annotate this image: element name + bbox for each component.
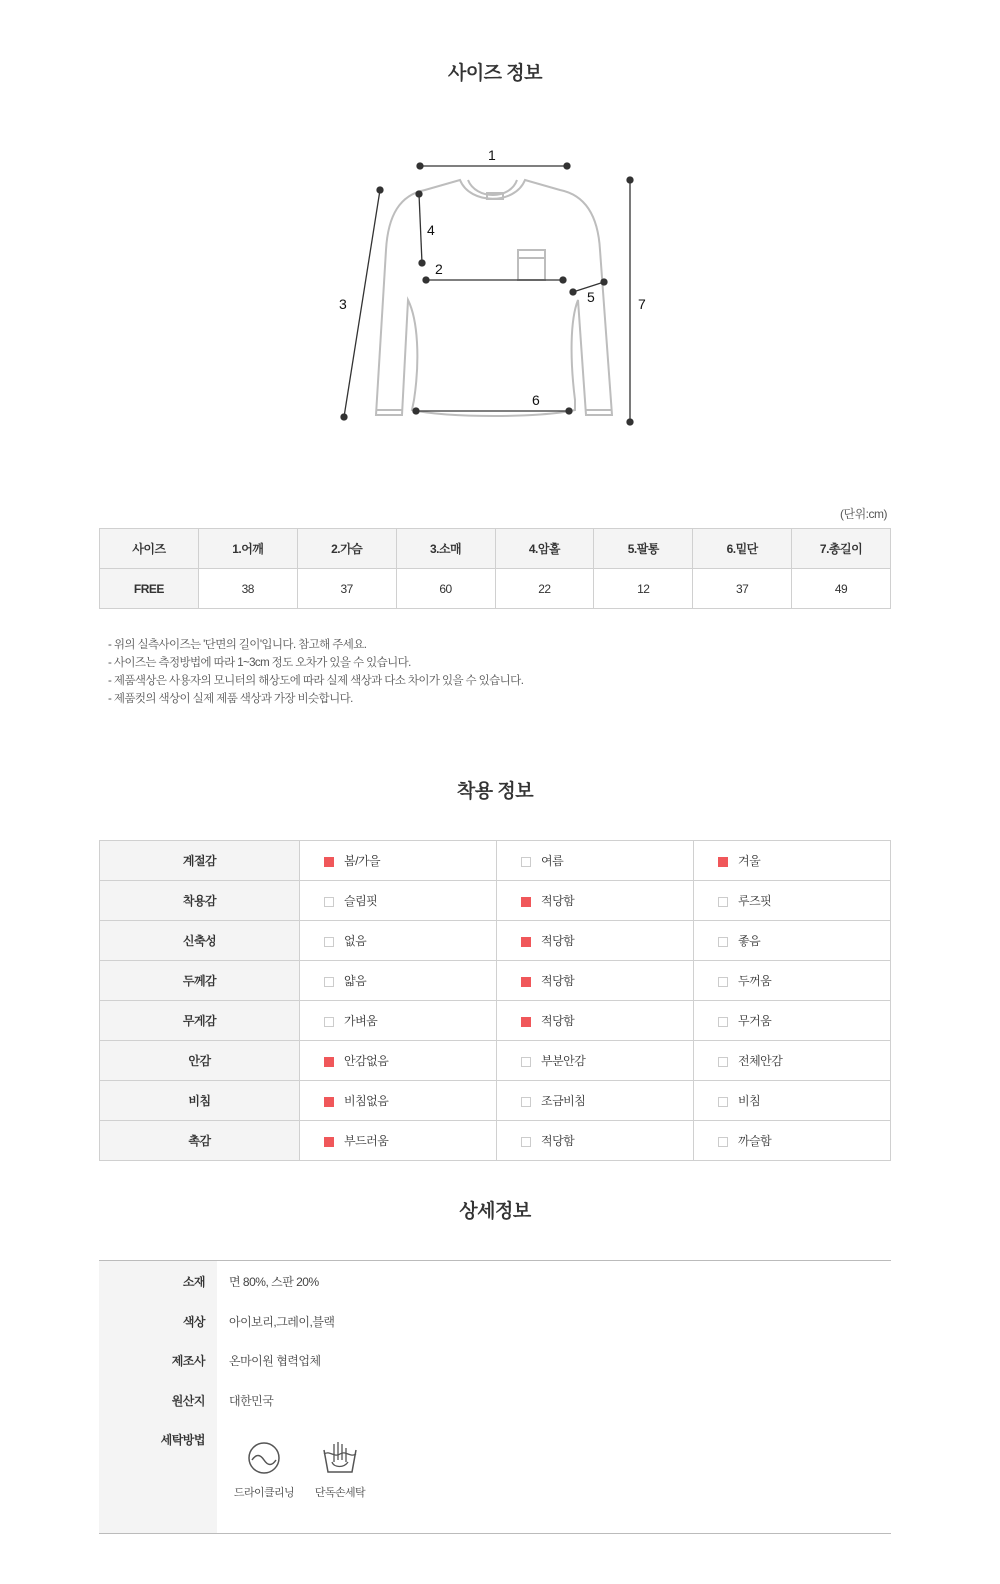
detail-label: 세탁방법 (160, 1433, 205, 1447)
wear-option (300, 881, 497, 921)
wear-row-label: 신축성 (100, 921, 300, 961)
header-cell: 7.총길이 (792, 529, 891, 569)
detail-row (99, 1313, 891, 1333)
wear-option-label: 적당함 (541, 894, 575, 908)
hand-wash-icon (320, 1440, 360, 1476)
wear-option (694, 841, 891, 881)
wear-option (694, 881, 891, 921)
wear-row (100, 841, 891, 881)
detail-value: 온마이원 협력업체 (229, 1354, 321, 1368)
size-info-title: 사이즈 정보 (447, 63, 543, 84)
diagram-label: 6 (532, 392, 540, 408)
table-cell: 22 (495, 569, 594, 609)
size-table (99, 528, 891, 609)
table-cell: 60 (396, 569, 495, 609)
detail-info-title: 상세정보 (459, 1201, 531, 1222)
checked-box-icon (324, 1057, 334, 1067)
wear-option-label: 적당함 (541, 1014, 575, 1028)
wear-option-label: 좋음 (738, 934, 761, 948)
wear-row (100, 1081, 891, 1121)
unchecked-box-icon (718, 1137, 728, 1147)
header-cell: 2.가슴 (297, 529, 396, 569)
checked-box-icon (718, 857, 728, 867)
unchecked-box-icon (324, 1017, 334, 1027)
unchecked-box-icon (324, 897, 334, 907)
wear-option-label: 봄/가을 (344, 854, 381, 868)
wear-option (497, 1121, 694, 1161)
wear-row (100, 961, 891, 1001)
unchecked-box-icon (718, 937, 728, 947)
size-table-header (100, 529, 891, 569)
wear-option (300, 1001, 497, 1041)
wear-row (100, 1121, 891, 1161)
wear-option (694, 1121, 891, 1161)
wear-row (100, 881, 891, 921)
checked-box-icon (521, 1017, 531, 1027)
note-line: - 제품컷의 색상이 실제 제품 색상과 가장 비슷합니다. (108, 693, 353, 705)
table-cell: 49 (792, 569, 891, 609)
table-row (100, 569, 891, 609)
unchecked-box-icon (521, 857, 531, 867)
diagram-label: 7 (638, 296, 646, 312)
wear-row-label: 안감 (100, 1041, 300, 1081)
wear-row-label: 계절감 (100, 841, 300, 881)
wear-row (100, 1041, 891, 1081)
table-cell: 37 (693, 569, 792, 609)
wear-option (497, 881, 694, 921)
header-cell: 사이즈 (100, 529, 199, 569)
diagram-label: 4 (427, 222, 435, 238)
wear-info-title: 착용 정보 (456, 781, 534, 802)
wear-option (694, 921, 891, 961)
wear-option-label: 두꺼움 (738, 974, 772, 988)
note-line: - 제품색상은 사용자의 모니터의 해상도에 따라 실제 색상과 다소 차이가 있을 수 있습니다. (108, 675, 524, 687)
diagram-label: 1 (488, 147, 496, 163)
wear-option (300, 921, 497, 961)
wear-option-label: 여름 (541, 854, 564, 868)
wear-option-label: 전체안감 (738, 1054, 783, 1068)
checked-box-icon (324, 1137, 334, 1147)
header-cell: 3.소매 (396, 529, 495, 569)
wash-label: 단독손세탁 (314, 1487, 366, 1499)
detail-row (99, 1431, 891, 1451)
size-name-cell: FREE (100, 569, 199, 609)
unchecked-box-icon (521, 1137, 531, 1147)
header-cell: 1.어깨 (198, 529, 297, 569)
wear-option-label: 안감없음 (344, 1054, 389, 1068)
wear-option-label: 적당함 (541, 1134, 575, 1148)
wear-row-label: 무게감 (100, 1001, 300, 1041)
wear-row-label: 착용감 (100, 881, 300, 921)
unchecked-box-icon (718, 1057, 728, 1067)
unchecked-box-icon (521, 1097, 531, 1107)
wear-row (100, 1001, 891, 1041)
unchecked-box-icon (718, 1017, 728, 1027)
wear-option (694, 1041, 891, 1081)
wear-option-label: 부드러움 (344, 1134, 389, 1148)
unchecked-box-icon (324, 977, 334, 987)
wear-option-label: 얇음 (344, 974, 367, 988)
detail-info-box (99, 1260, 891, 1534)
dry-clean-icon (246, 1440, 282, 1476)
wear-option (300, 841, 497, 881)
detail-row (99, 1392, 891, 1412)
diagram-label: 5 (587, 289, 595, 305)
wear-option-label: 무거움 (738, 1014, 772, 1028)
header-cell: 4.암홀 (495, 529, 594, 569)
detail-value: 면 80%, 스판 20% (229, 1275, 319, 1289)
wear-option-label: 겨울 (738, 854, 761, 868)
table-cell: 38 (198, 569, 297, 609)
wear-option (300, 1041, 497, 1081)
wear-option (300, 1081, 497, 1121)
wear-option (497, 1081, 694, 1121)
note-line: - 사이즈는 측정방법에 따라 1~3cm 정도 오차가 있을 수 있습니다. (108, 657, 411, 669)
table-cell: 12 (594, 569, 693, 609)
wear-row-label: 두께감 (100, 961, 300, 1001)
detail-row (99, 1273, 891, 1293)
wear-option-label: 가벼움 (344, 1014, 378, 1028)
wear-row-label: 촉감 (100, 1121, 300, 1161)
unchecked-box-icon (324, 937, 334, 947)
detail-label: 소재 (182, 1275, 205, 1289)
wear-option-label: 조금비침 (541, 1094, 586, 1108)
wear-option-label: 적당함 (541, 974, 575, 988)
unchecked-box-icon (521, 1057, 531, 1067)
unchecked-box-icon (718, 1097, 728, 1107)
diagram-label: 2 (435, 261, 443, 277)
detail-row (99, 1352, 891, 1372)
unchecked-box-icon (718, 977, 728, 987)
wear-option-label: 루즈핏 (738, 894, 772, 908)
detail-label: 색상 (182, 1315, 205, 1329)
wear-option (497, 921, 694, 961)
checked-box-icon (521, 897, 531, 907)
wash-label: 드라이클리닝 (233, 1487, 295, 1499)
detail-value: 아이보리,그레이,블랙 (229, 1315, 335, 1329)
unit-label: (단위:cm) (840, 507, 888, 521)
wear-option (694, 1001, 891, 1041)
wear-row-label: 비침 (100, 1081, 300, 1121)
wear-option-label: 비침없음 (344, 1094, 389, 1108)
unchecked-box-icon (718, 897, 728, 907)
detail-value: 대한민국 (229, 1394, 274, 1408)
wear-option-label: 슬림핏 (344, 894, 378, 908)
note-line: - 위의 실측사이즈는 '단면의 길이'입니다. 참고해 주세요. (108, 639, 367, 651)
table-cell: 37 (297, 569, 396, 609)
header-cell: 6.밑단 (693, 529, 792, 569)
checked-box-icon (324, 857, 334, 867)
wear-option (497, 1041, 694, 1081)
size-notes (108, 636, 523, 708)
wear-option-label: 없음 (344, 934, 367, 948)
wear-option-label: 까슬함 (738, 1134, 772, 1148)
wear-option (300, 961, 497, 1001)
wear-row (100, 921, 891, 961)
checked-box-icon (521, 937, 531, 947)
wash-item (232, 1440, 296, 1500)
wear-table (99, 840, 891, 1161)
header-cell: 5.팔통 (594, 529, 693, 569)
size-diagram (330, 140, 660, 440)
wear-option-label: 비침 (738, 1094, 761, 1108)
detail-label: 제조사 (171, 1354, 205, 1368)
wear-option (300, 1121, 497, 1161)
detail-label: 원산지 (171, 1394, 205, 1408)
wear-option (694, 961, 891, 1001)
diagram-label: 3 (339, 296, 347, 312)
checked-box-icon (521, 977, 531, 987)
wear-option (497, 961, 694, 1001)
wear-option-label: 부분안감 (541, 1054, 586, 1068)
wash-item (310, 1440, 370, 1500)
wear-option (497, 1001, 694, 1041)
checked-box-icon (324, 1097, 334, 1107)
wear-option (497, 841, 694, 881)
wear-option (694, 1081, 891, 1121)
wear-option-label: 적당함 (541, 934, 575, 948)
